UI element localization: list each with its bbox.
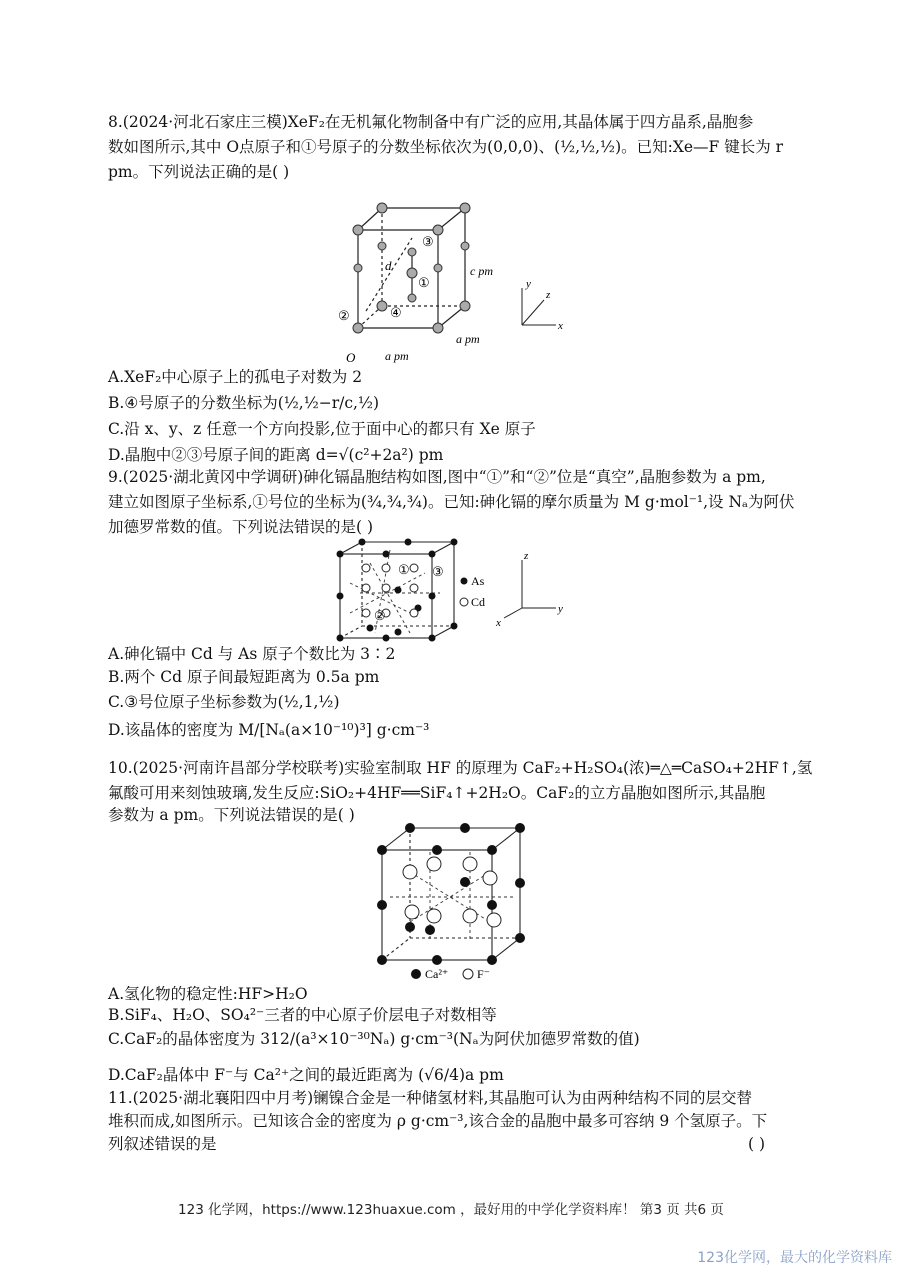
- q9-label-3: ③: [432, 564, 444, 579]
- q8-line-2: 数如图所示,其中 O点原子和①号原子的分数坐标依次为(0,0,0)、(½,½,½)。已知:Xe—F 键长为 r: [108, 138, 784, 156]
- q8-label-4: ④: [390, 305, 402, 320]
- q9-legend-cd: Cd: [471, 595, 486, 609]
- q9-line-1: 9.(2025·湖北黄冈中学调研)砷化镉晶胞结构如图,图中“①”和“②”位是“真空”,晶胞参数为 a pm,: [108, 468, 766, 486]
- q9-axis-y: y: [558, 603, 563, 615]
- q9-line-3: 加德罗常数的值。下列说法错误的是( ): [108, 518, 374, 536]
- q8-label-d: d: [385, 258, 392, 273]
- q9-axis-x: x: [496, 617, 501, 629]
- q8-line-1: 8.(2024·河北石家庄三模)XeF₂在无机氟化物制备中有广泛的应用,其晶体属于四方晶系,晶胞参: [108, 113, 754, 131]
- q9-line-2: 建立如图原子坐标系,①号位的坐标为(¾,¾,¾)。已知:砷化镉的摩尔质量为 M g·mol⁻¹,设 Nₐ为阿伏: [108, 493, 795, 511]
- q11-line-1: 11.(2025·湖北襄阳四中月考)镧镍合金是一种储氢材料,其晶胞可认为由两种结构不同的层交替: [108, 1089, 753, 1107]
- q9-label-2: ②: [374, 608, 386, 623]
- q8-option-a: A.XeF₂中心原子上的孤电子对数为 2: [108, 368, 363, 386]
- q9-legend-as-marker: [461, 578, 468, 585]
- q10-line-2: 氟酸可用来刻蚀玻璃,发生反应:SiO₂+4HF══SiF₄↑+2H₂O。CaF₂的立方晶胞如图所示,其晶胞: [108, 784, 766, 802]
- q10-option-a: A.氢化物的稳定性:HF>H₂O: [108, 985, 308, 1003]
- q8-option-c: C.沿 x、y、z 任意一个方向投影,位于面中心的都只有 Xe 原子: [108, 420, 536, 438]
- q10-legend-f: F⁻: [477, 967, 491, 981]
- page-footer: 123 化学网，https://www.123huaxue.com ，最好用的中学化学资料库！ 第3 页 共6 页: [178, 1202, 724, 1218]
- q10-option-c: C.CaF₂的晶体密度为 312/(a³×10⁻³⁰Nₐ) g·cm⁻³(Nₐ为阿伏加德罗常数的值): [108, 1030, 640, 1048]
- q11-line-3: 列叙述错误的是: [108, 1135, 217, 1153]
- q10-line-3: 参数为 a pm。下列说法错误的是( ): [108, 806, 355, 824]
- q8-unit-cell-figure: [330, 198, 580, 368]
- q10-line-1: 10.(2025·河南许昌部分学校联考)实验室制取 HF 的原理为 CaF₂+H₂SO₄(浓)═△═CaSO₄+2HF↑,氢: [108, 759, 813, 777]
- q8-option-d: D.晶胞中②③号原子间的距离 d=√(c²+2a²) pm: [108, 446, 444, 464]
- q8-axis-y: y: [526, 278, 531, 290]
- q10-option-d: D.CaF₂晶体中 F⁻与 Ca²⁺之间的最近距离为 (√6/4)a pm: [108, 1066, 504, 1084]
- q9-label-1: ①: [398, 562, 410, 577]
- q11-answer-bracket: ( ): [748, 1135, 766, 1153]
- q9-option-d: D.该晶体的密度为 M/[Nₐ(a×10⁻¹⁰)³] g·cm⁻³: [108, 721, 430, 739]
- q8-label-3: ③: [422, 234, 434, 249]
- q10-option-b: B.SiF₄、H₂O、SO₄²⁻三者的中心原子价层电子对数相等: [108, 1006, 497, 1024]
- q9-option-a: A.砷化镉中 Cd 与 As 原子个数比为 3∶2: [108, 645, 396, 663]
- q9-legend-as: As: [471, 574, 485, 588]
- q9-legend-cd-marker: [460, 598, 468, 606]
- watermark: 123化学网，最大的化学资料库: [697, 1250, 892, 1266]
- q9-unit-cell-figure: [330, 538, 580, 643]
- q10-unit-cell-figure: [370, 822, 540, 984]
- q8-line-3: pm。下列说法正确的是( ): [108, 163, 290, 181]
- q8-label-1: ①: [418, 275, 430, 290]
- q8-option-b: B.④号原子的分数坐标为(½,½−r/c,½): [108, 394, 380, 412]
- q8-axis-z: z: [546, 289, 551, 301]
- q8-label-origin: O: [346, 350, 356, 365]
- q10-legend-f-marker: [463, 969, 473, 979]
- q8-label-cpm: c pm: [470, 264, 493, 278]
- q9-axis-z: z: [524, 550, 529, 562]
- q8-label-apm-bottom: a pm: [385, 349, 409, 363]
- q10-legend-ca: Ca²⁺: [425, 967, 449, 981]
- q8-label-apm-side: a pm: [456, 332, 480, 346]
- q9-option-c: C.③号位原子坐标参数为(½,1,½): [108, 693, 340, 711]
- q11-line-2: 堆积而成,如图所示。已知该合金的密度为 ρ g·cm⁻³,该合金的晶胞中最多可容纳 9 个氢原子。下: [108, 1112, 768, 1130]
- q9-option-b: B.两个 Cd 原子间最短距离为 0.5a pm: [108, 668, 380, 686]
- q8-label-2: ②: [338, 308, 350, 323]
- q8-axis-x: x: [558, 320, 563, 332]
- q10-legend-ca-marker: [411, 969, 421, 979]
